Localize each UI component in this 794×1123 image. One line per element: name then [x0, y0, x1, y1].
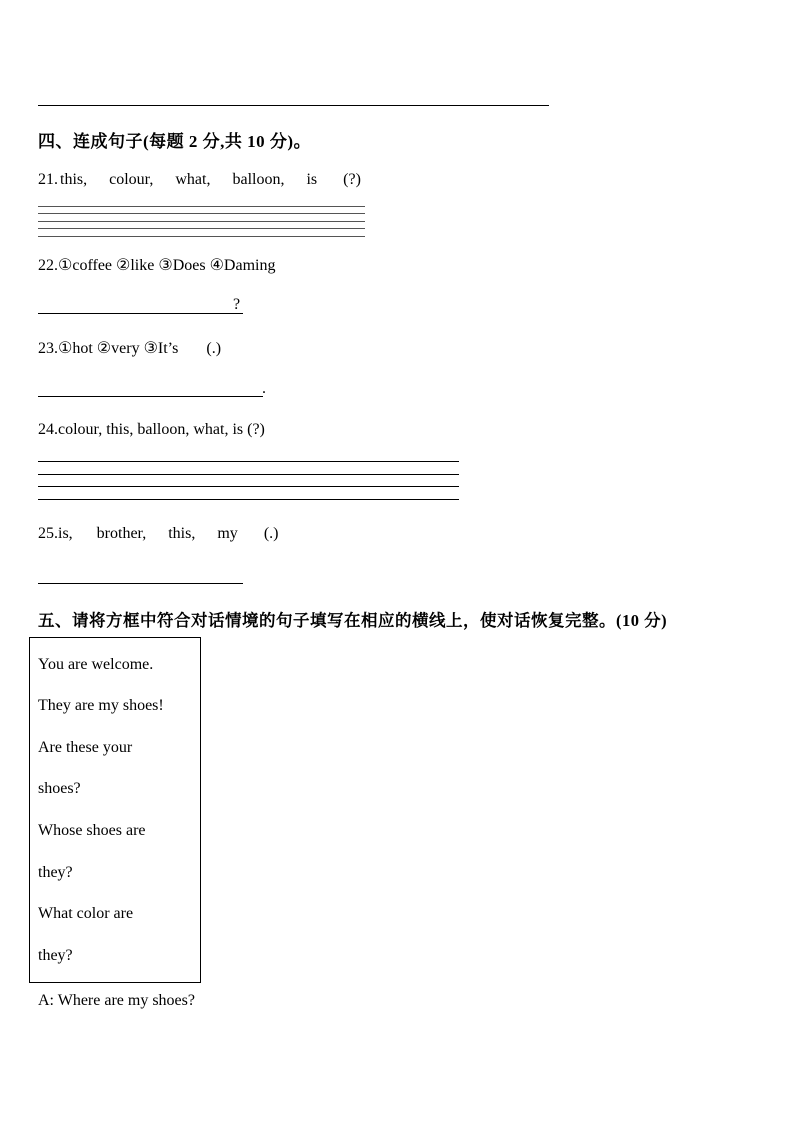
section-4-heading: 四、连成句子(每题 2 分,共 10 分)。 — [38, 132, 312, 151]
word: colour, — [109, 171, 154, 188]
question-text: ①coffee ②like ③Does ④Daming — [58, 257, 276, 274]
dialogue-line: A: Where are my shoes? — [38, 992, 195, 1009]
question-number: 22. — [38, 257, 58, 274]
word: this, — [60, 171, 88, 188]
writing-line — [38, 486, 459, 487]
question-number: 25. — [38, 525, 58, 542]
word: my — [217, 525, 238, 542]
option-line: they? — [38, 947, 73, 964]
question-21 — [38, 171, 361, 189]
word: balloon, — [232, 171, 285, 188]
question-number: 24. — [38, 421, 58, 438]
option-line: What color are — [38, 905, 134, 922]
writing-line — [38, 213, 365, 214]
answer-line — [38, 313, 243, 314]
option-line: You are welcome. — [38, 656, 154, 673]
question-22 — [38, 255, 275, 275]
option-line: They are my shoes! — [38, 697, 164, 714]
writing-line — [38, 236, 365, 237]
question-text: ①hot ②very ③It’s — [58, 340, 179, 357]
option-line: shoes? — [38, 780, 81, 797]
question-25 — [38, 525, 278, 543]
writing-line — [38, 461, 459, 462]
answer-line — [38, 396, 263, 397]
word: this, — [168, 525, 196, 542]
punctuation-hint: (.) — [263, 525, 279, 542]
section-5-heading: 五、请将方框中符合对话情境的句子填写在相应的横线上，使对话恢复完整。(10 分) — [38, 611, 668, 630]
option-line: they? — [38, 864, 73, 881]
answer-end-mark: . — [262, 380, 266, 397]
writing-line — [38, 206, 365, 207]
writing-line — [38, 474, 459, 475]
option-line: Are these your — [38, 739, 133, 756]
question-23 — [38, 338, 221, 358]
question-24 — [38, 421, 265, 439]
question-number: 23. — [38, 340, 58, 357]
word: what, — [175, 171, 211, 188]
punctuation-hint: (?) — [343, 171, 361, 188]
sentence-options-box — [29, 637, 201, 983]
writing-line — [38, 228, 365, 229]
answer-line — [38, 583, 243, 584]
word: is, — [58, 525, 73, 542]
word: is — [306, 171, 318, 188]
answer-end-mark: ? — [233, 296, 241, 313]
question-number: 21. — [38, 171, 58, 188]
punctuation-hint: (.) — [206, 340, 222, 357]
top-answer-line — [38, 105, 549, 106]
option-line: Whose shoes are — [38, 822, 146, 839]
word: brother, — [96, 525, 147, 542]
question-text: colour, this, balloon, what, is (?) — [58, 421, 265, 438]
writing-line — [38, 221, 365, 222]
writing-line — [38, 499, 459, 500]
